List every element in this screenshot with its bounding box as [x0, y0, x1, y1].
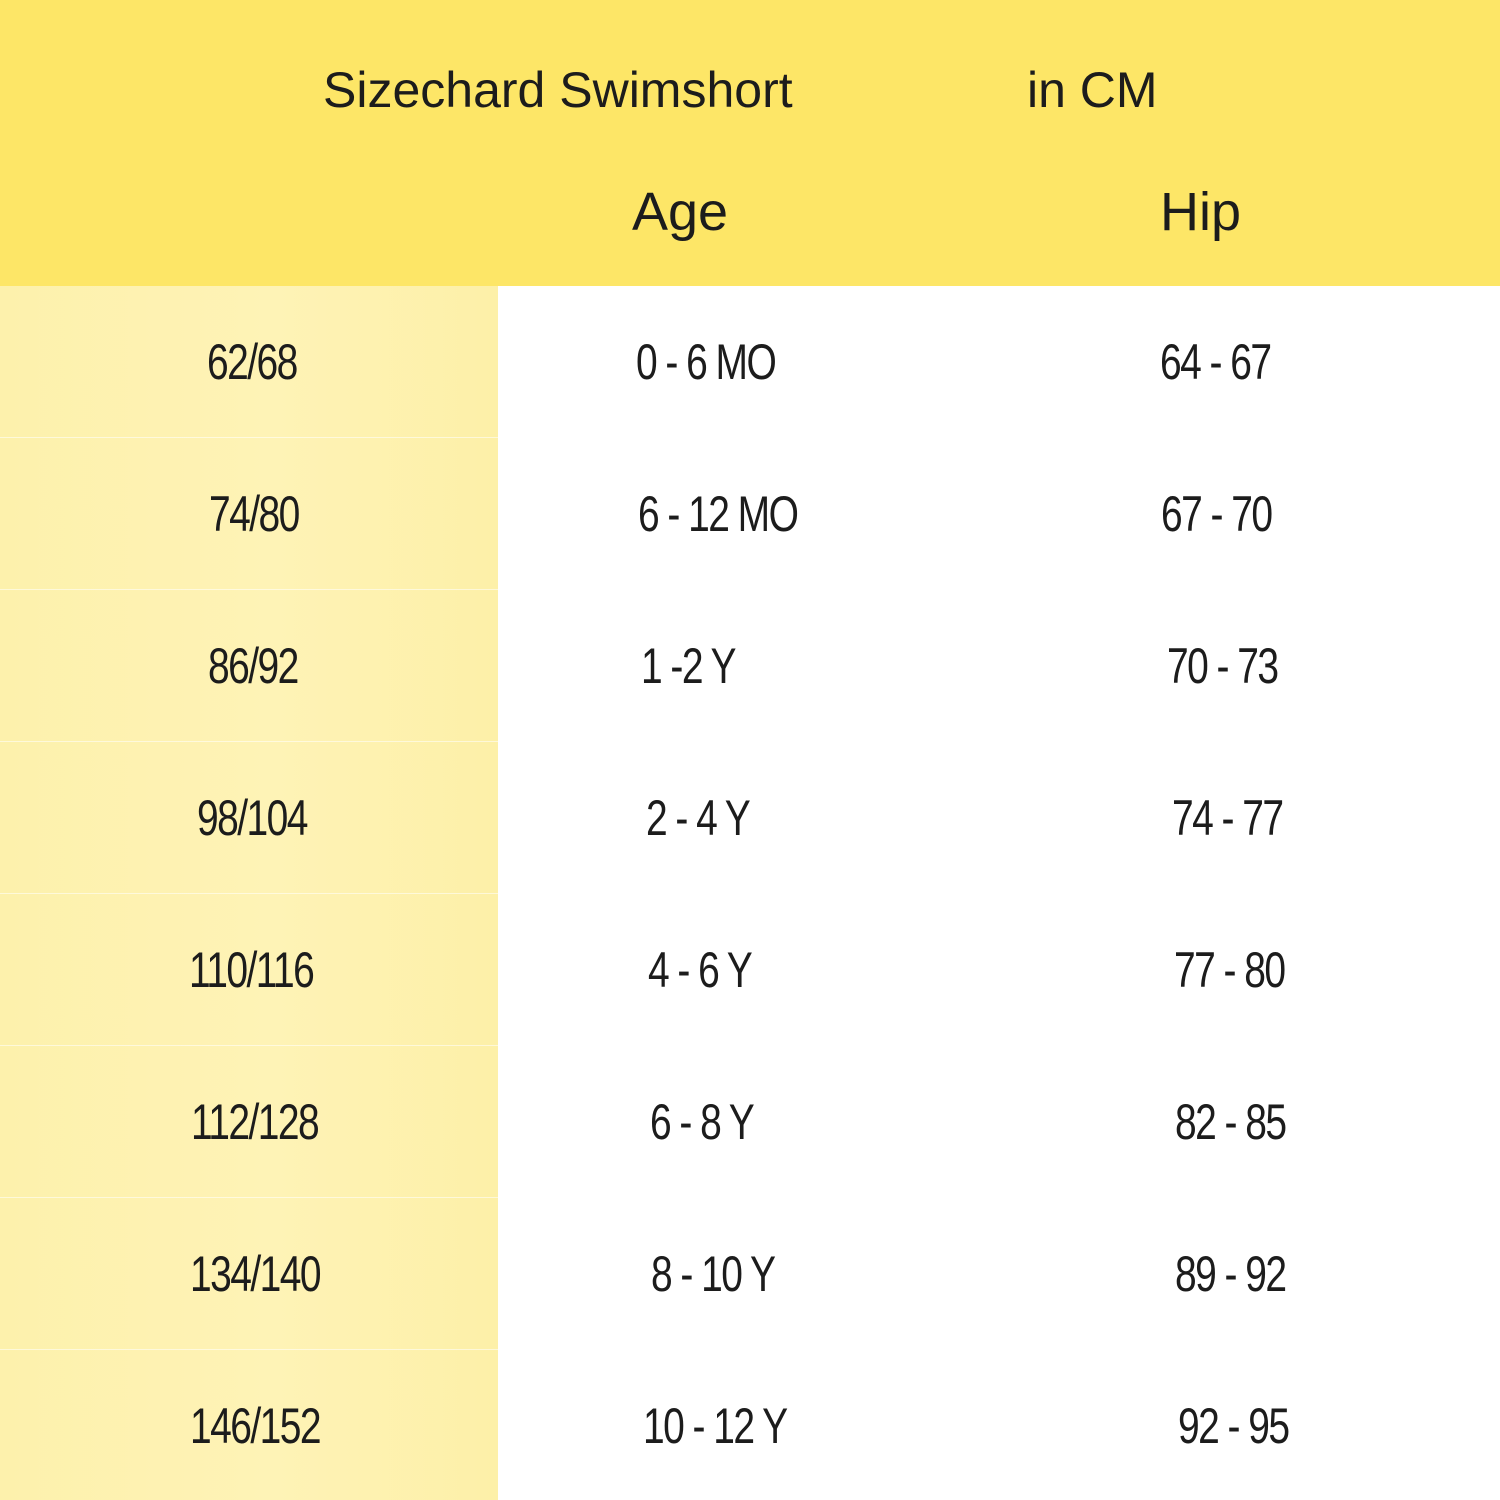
- size-cell: 134/140: [190, 1246, 321, 1302]
- age-cell: 6 - 12 MO: [638, 486, 798, 542]
- age-cell: 0 - 6 MO: [636, 334, 776, 390]
- age-cell: 8 - 10 Y: [651, 1246, 775, 1302]
- size-cell: 146/152: [190, 1398, 321, 1454]
- size-cell: 86/92: [208, 638, 298, 694]
- age-cell: 6 - 8 Y: [650, 1094, 754, 1150]
- chart-title: Sizechard Swimshort: [323, 62, 793, 118]
- table-row: [0, 438, 1500, 590]
- size-table-body: [0, 286, 1500, 1500]
- table-row: [0, 1198, 1500, 1350]
- hip-cell: 67 - 70: [1161, 486, 1272, 542]
- table-row: [0, 590, 1500, 742]
- hip-cell: 70 - 73: [1167, 638, 1278, 694]
- age-cell: 10 - 12 Y: [643, 1398, 787, 1454]
- table-row: [0, 1350, 1500, 1500]
- column-header-age: Age: [632, 182, 729, 242]
- age-cell: 1 -2 Y: [641, 638, 735, 694]
- size-cell: 74/80: [209, 486, 299, 542]
- size-cell: 112/128: [191, 1094, 319, 1150]
- hip-cell: 89 - 92: [1175, 1246, 1286, 1302]
- hip-cell: 77 - 80: [1174, 942, 1285, 998]
- hip-cell: 74 - 77: [1172, 790, 1283, 846]
- hip-cell: 82 - 85: [1175, 1094, 1286, 1150]
- hip-cell: 92 - 95: [1178, 1398, 1289, 1454]
- size-cell: 62/68: [207, 334, 297, 390]
- age-cell: 4 - 6 Y: [648, 942, 752, 998]
- column-header-hip: Hip: [1160, 182, 1242, 242]
- chart-header: [0, 0, 1500, 286]
- table-row: [0, 742, 1500, 894]
- table-row: [0, 1046, 1500, 1198]
- table-row: [0, 894, 1500, 1046]
- size-cell: 98/104: [197, 790, 307, 846]
- hip-cell: 64 - 67: [1160, 334, 1271, 390]
- unit-label: in CM: [1027, 62, 1158, 118]
- size-cell: 110/116: [189, 942, 314, 998]
- table-row: [0, 286, 1500, 438]
- age-cell: 2 - 4 Y: [646, 790, 750, 846]
